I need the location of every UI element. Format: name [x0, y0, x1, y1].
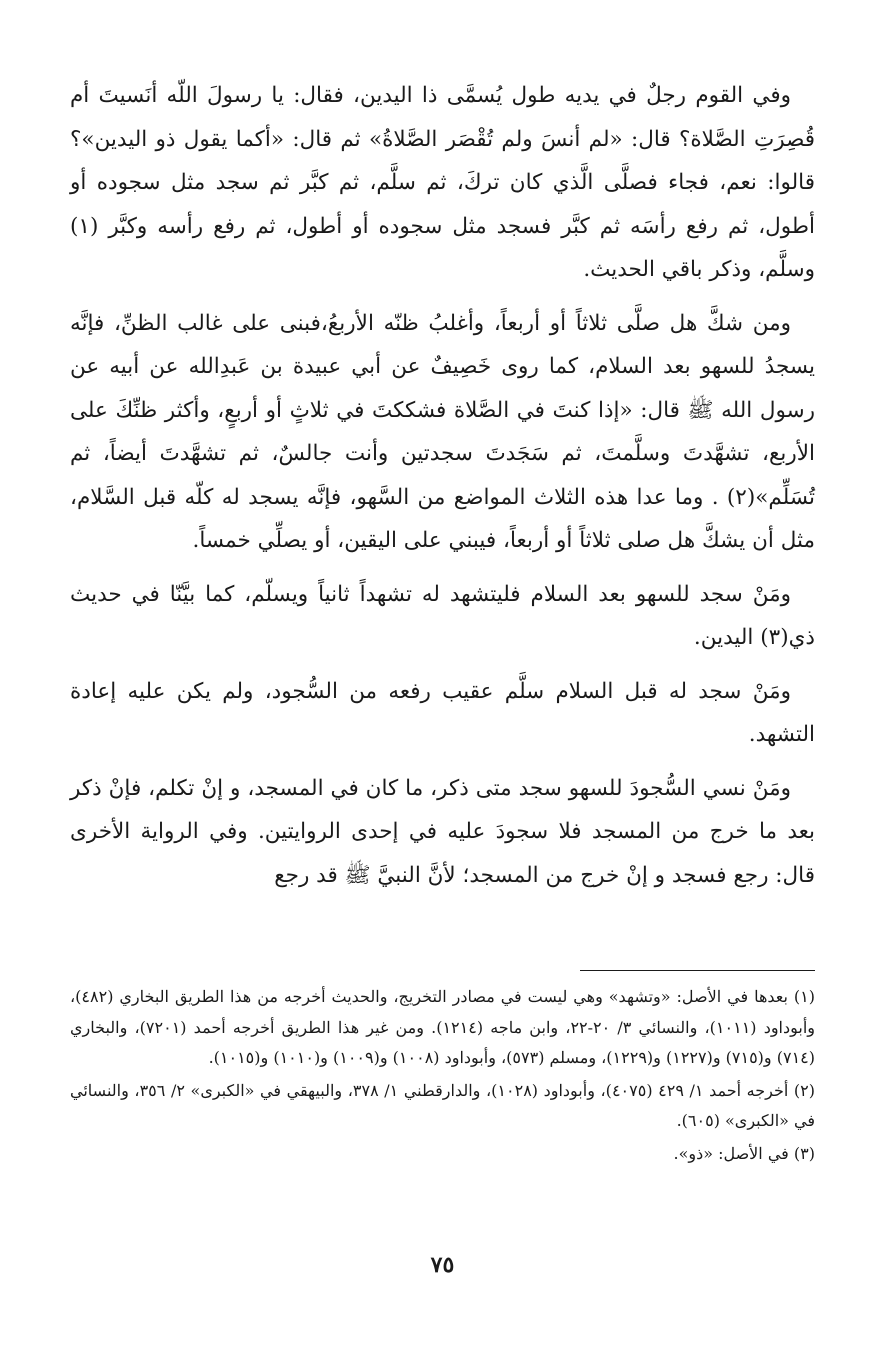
- footnote-divider: [580, 970, 815, 971]
- paragraph-1: وفي القوم رجلٌ في يديه طول يُسمَّى ذا اليدين، فقال: يا رسولَ اللّه أنَسيتَ أم قُصِرَتِ الصَّلاة؟ قال: «لم أنسَ ولم تُقْصَر الصَّلاةُ» ثم قال: «أكما يقول ذو اليدين»؟ قالوا: نعم، فجاء فصلَّى الَّذي كان تركَ، ثم سلَّم، ثم كبَّر ثم سجد مثل سجوده أو أطول، ثم رفع رأسَه ثم كبَّر فسجد مثل سجوده أو أطول، ثم رفع رأسه وكبَّر (١) وسلَّم، وذكر باقي الحديث.: [70, 83, 815, 282]
- footnotes-section: [70, 982, 815, 1171]
- footnote-3: (٣) في الأصل: «ذو».: [673, 1143, 815, 1163]
- paragraph-5: ومَنْ نسي السُّجودَ للسهو سجد متى ذكر، ما كان في المسجد، و إنْ تكلم، فإنْ ذكر بعد ما خرج من المسجد فلا سجودَ عليه في إحدى الروايتين. وفي الرواية الأخرى قال: رجع فسجد و إنْ خرج من المسجد؛ لأنَّ النبيَّ ﷺ قد رجع: [70, 775, 815, 888]
- footnote-2: (٢) أخرجه أحمد ١/ ٤٢٩ (٤٠٧٥)، وأبوداود (١٠٢٨)، والدارقطني ١/ ٣٧٨، والبيهقي في «الكبرى» ٢/ ٣٥٦، والنسائي في «الكبرى» (٦٠٥).: [70, 1080, 815, 1130]
- paragraph-4: ومَنْ سجد له قبل السلام سلَّم عقيب رفعه من السُّجود، ولم يكن عليه إعادة التشهد.: [70, 678, 815, 747]
- page-number: ٧٥: [430, 1252, 455, 1278]
- main-text-body: [70, 74, 815, 907]
- paragraph-2: ومن شكَّ هل صلَّى ثلاثاً أو أربعاً، وأغلبُ ظنّه الأربعُ،فبنى على غالب الظنِّ، فإنَّه يسجدُ للسهو بعد السلام، كما روى خَصِيفٌ عن أبي عبيدة بن عَبدِالله عن أبيه عن رسول الله ﷺ قال: «إذا كنتَ في الصَّلاة فشككتَ في ثلاثٍ أو أربعٍ، وأكثر ظنِّكَ على الأربع، تشهَّدتَ وسلَّمتَ، ثم سَجَدتَ سجدتين وأنت جالسٌ، ثم تشهَّدتَ أيضاً، ثم تُسَلِّم»(٢) . وما عدا هذه الثلاث المواضع من السَّهو، فإنَّه يسجد له كلّه قبل السَّلام، مثل أن يشكَّ هل صلى ثلاثاً أو أربعاً، فيبني على اليقين، أو يصلِّي خمساً.: [70, 310, 815, 553]
- footnote-1: (١) بعدها في الأصل: «وتشهد» وهي ليست في مصادر التخريج، والحديث أخرجه من هذا الطريق البخاري (٤٨٢)، وأبوداود (١٠١١)، والنسائي ٣/ ٢٠-٢٢، وابن ماجه (١٢١٤). ومن غير هذا الطريق أخرجه أحمد (٧٢٠١)، والبخاري (٧١٤) و(٧١٥) و(١٢٢٧) و(١٢٢٩)، ومسلم (٥٧٣)، وأبوداود (١٠٠٨) و(١٠٠٩) و(١٠١٠) و(١٠١٥).: [70, 987, 816, 1067]
- paragraph-3: ومَنْ سجد للسهو بعد السلام فليتشهد له تشهداً ثانياً ويسلّم، كما بيَّنّا في حديث ذي(٣) اليدين.: [70, 581, 815, 650]
